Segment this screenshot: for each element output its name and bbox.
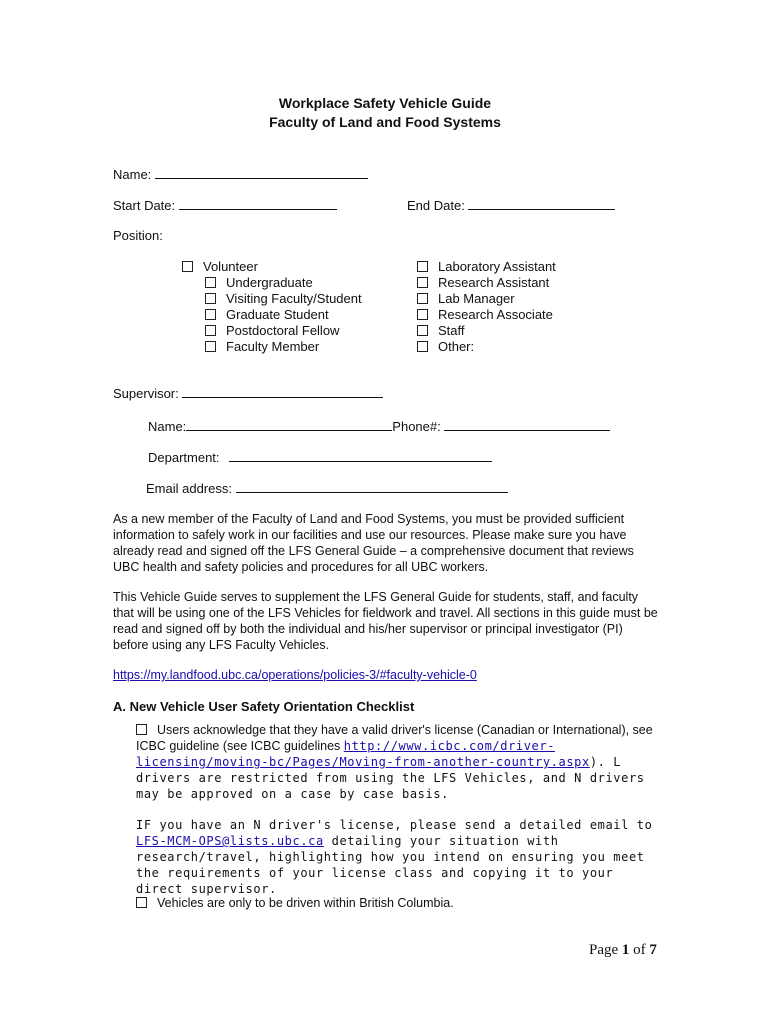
end-date-row — [407, 197, 615, 213]
position-option[interactable]: Lab Manager — [417, 291, 556, 307]
checklist-item-bc: Vehicles are only to be driven within British Columbia. — [136, 896, 454, 910]
checkbox-icon[interactable] — [182, 261, 193, 272]
position-option[interactable]: Faculty Member — [205, 339, 362, 355]
checkbox-icon[interactable] — [417, 309, 428, 320]
department-field[interactable] — [229, 449, 492, 462]
positions-right-list — [417, 259, 556, 355]
checkbox-icon[interactable] — [136, 897, 147, 908]
position-option[interactable]: Research Associate — [417, 307, 556, 323]
start-date-label: Start Date: — [113, 198, 176, 213]
doc-title: Workplace Safety Vehicle Guide — [278, 95, 492, 111]
position-option[interactable]: Other: — [417, 339, 556, 355]
position-option[interactable]: Visiting Faculty/Student — [205, 291, 362, 307]
end-date-label: End Date: — [407, 198, 465, 213]
supervisor-name-row — [148, 418, 610, 434]
checkbox-icon[interactable] — [417, 277, 428, 288]
checkbox-icon[interactable] — [417, 325, 428, 336]
name-row — [113, 166, 368, 182]
supervisor-field[interactable] — [182, 385, 383, 398]
checkbox-icon[interactable] — [417, 293, 428, 304]
checkbox-icon[interactable] — [417, 341, 428, 352]
email-row — [146, 480, 508, 496]
checklist-item-license: Users acknowledge that they have a valid driver's license (Canadian or International), see ICBC guideline (see ICBC guidelines http://www.icbc.com/driver-licensing/moving-bc/Pages/Moving-from-another-country.aspx). L drivers are restricted from using the LFS Vehicles, and N drivers may be approved on a case by case basis. — [136, 723, 653, 801]
supervisor-phone-label: Phone#: — [392, 419, 441, 434]
supervisor-label: Supervisor: — [113, 386, 179, 401]
supervisor-name-label: Name: — [148, 419, 187, 434]
checkbox-icon[interactable] — [417, 261, 428, 272]
email-field[interactable] — [236, 480, 508, 493]
policy-link-row — [113, 668, 477, 682]
start-date-row — [113, 197, 337, 213]
vehicle-guide-paragraph: This Vehicle Guide serves to supplement the LFS General Guide for students, staff, and faculty that will be using one of the LFS Vehicles for fieldwork and travel. All sections in this guide must be read and signed off by both the individual and his/her supervisor or principal investigator (PI) before using any LFS Faculty Vehicles. — [113, 590, 658, 652]
policy-link[interactable]: https://my.landfood.ubc.ca/operations/policies-3/#faculty-vehicle-0 — [113, 668, 477, 682]
checkbox-icon[interactable] — [205, 309, 216, 320]
supervisor-name-field[interactable] — [186, 418, 392, 431]
lfs-email-link[interactable]: LFS-MCM-OPS@lists.ubc.ca — [136, 834, 324, 848]
checkbox-icon[interactable] — [205, 277, 216, 288]
name-label: Name: — [113, 167, 152, 182]
positions-left-list — [205, 275, 362, 355]
department-label: Department: — [148, 450, 220, 465]
page-number: Page 1 of 7 — [589, 942, 657, 958]
start-date-field[interactable] — [179, 197, 337, 210]
email-label: Email address: — [146, 481, 232, 496]
checkbox-icon[interactable] — [205, 341, 216, 352]
position-option[interactable]: Staff — [417, 323, 556, 339]
position-option[interactable]: Research Assistant — [417, 275, 556, 291]
checkbox-icon[interactable] — [136, 724, 147, 735]
checkbox-icon[interactable] — [205, 293, 216, 304]
name-field[interactable] — [155, 166, 368, 179]
position-option[interactable]: Postdoctoral Fellow — [205, 323, 362, 339]
section-a-heading: A. New Vehicle User Safety Orientation Checklist — [113, 699, 415, 714]
supervisor-row — [113, 385, 383, 401]
supervisor-phone-field[interactable] — [444, 418, 610, 431]
position-option[interactable]: Undergraduate — [205, 275, 362, 291]
icbc-link[interactable]: http://www.icbc.com/driver-licensing/moving-bc/Pages/Moving-from-another-country.aspx — [136, 739, 590, 769]
doc-subtitle: Faculty of Land and Food Systems — [269, 114, 501, 130]
position-volunteer[interactable]: Volunteer — [182, 259, 258, 275]
checkbox-icon[interactable] — [205, 325, 216, 336]
end-date-field[interactable] — [468, 197, 615, 210]
position-label: Position: — [113, 228, 163, 243]
position-option[interactable]: Graduate Student — [205, 307, 362, 323]
position-option[interactable]: Laboratory Assistant — [417, 259, 556, 275]
n-license-paragraph: IF you have an N driver's license, please send a detailed email to LFS-MCM-OPS@lists.ubc.ca detailing your situation with research/travel, highlighting how you intend on ensuring you meet the requirements of your license class and copying it to your direct supervisor. — [136, 818, 653, 896]
department-row — [148, 449, 492, 465]
intro-paragraph: As a new member of the Faculty of Land and Food Systems, you must be provided sufficient information to safely work in our facilities and use our resources. Please make sure you have already read and signed off the LFS General Guide – a comprehensive document that reviews UBC health and safety policies and procedures for all UBC workers. — [113, 512, 634, 574]
